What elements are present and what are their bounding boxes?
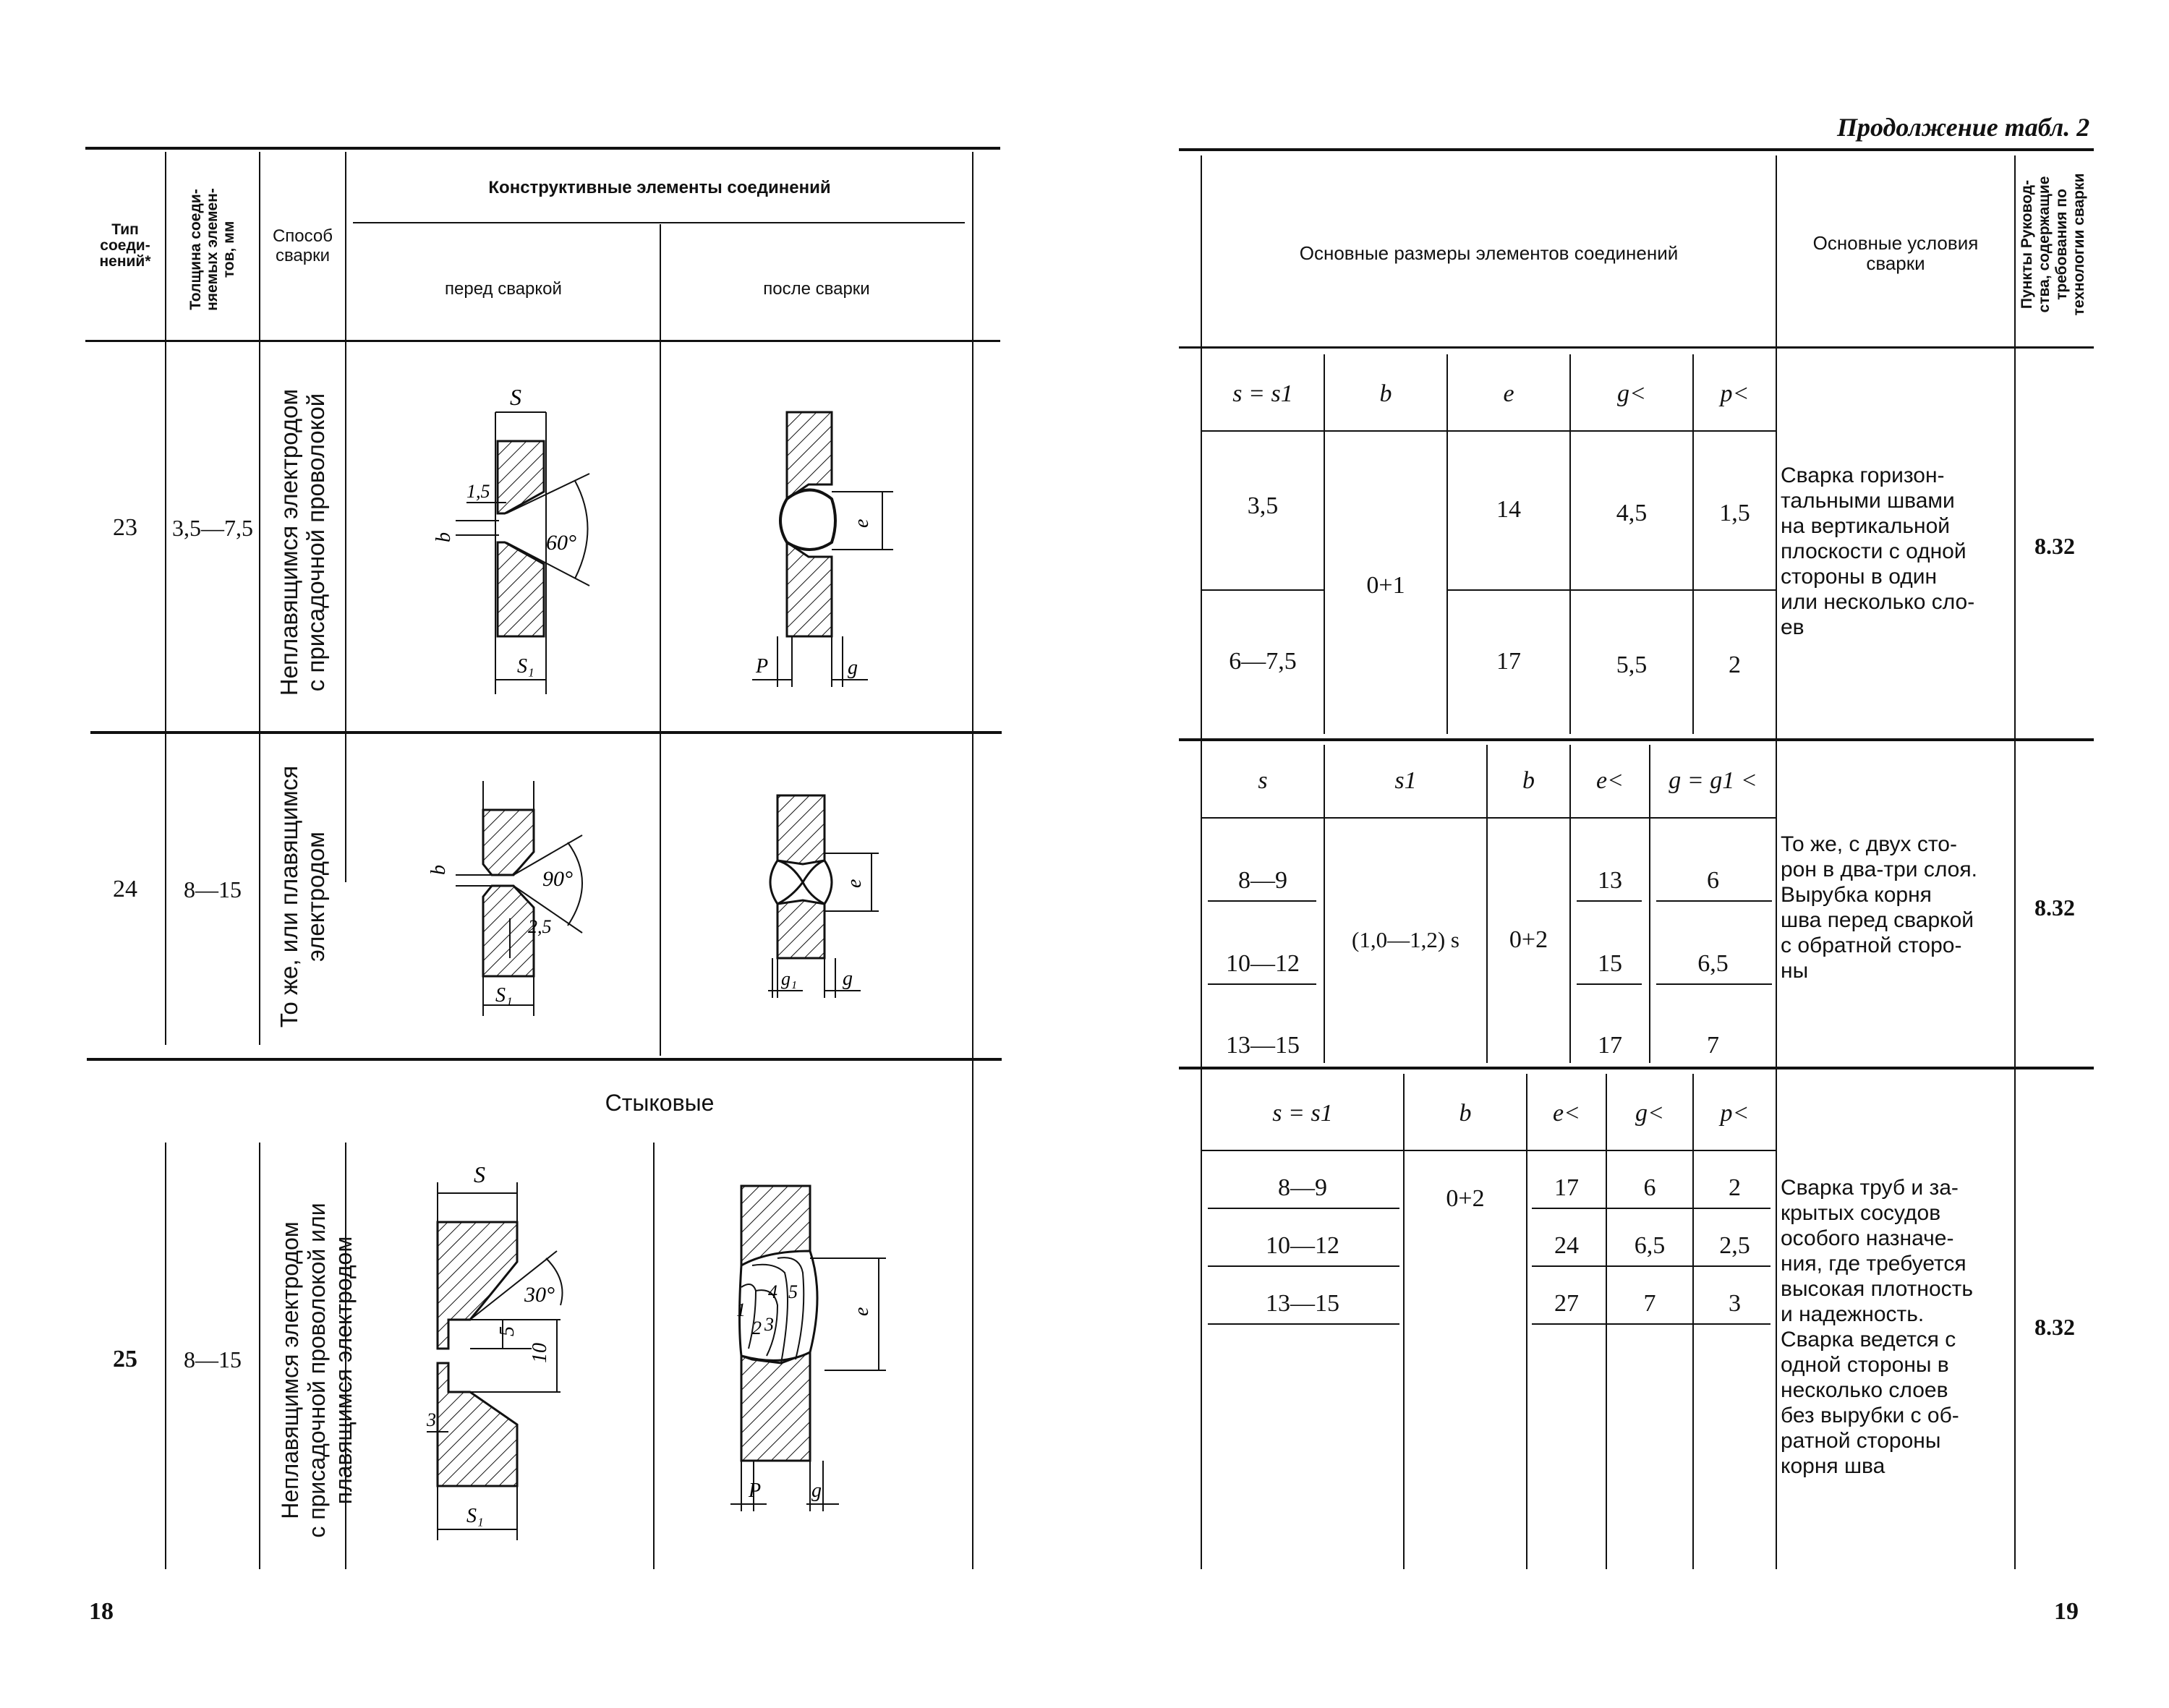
svg-text:1: 1 [736, 1299, 746, 1320]
svg-text:P: P [749, 1479, 762, 1502]
rowA-r2-e: 17 [1496, 648, 1521, 675]
svg-text:g₁: g₁ [781, 968, 798, 989]
rowB-r1-line-e [1577, 900, 1642, 902]
rowB-h-g: g = g1 < [1669, 767, 1757, 794]
rowA-r1-s: 3,5 [1247, 492, 1279, 519]
svg-text:e: e [851, 518, 873, 528]
rowB-r2-line-g [1656, 983, 1772, 985]
left-col-line-4 [660, 224, 661, 1056]
svg-text:e: e [851, 1307, 873, 1316]
rowC-r1-g: 6 [1643, 1174, 1656, 1201]
rowC-r3-g: 7 [1643, 1290, 1656, 1317]
rowB-r1-line [1208, 900, 1316, 902]
type-25: 25 [113, 1346, 137, 1372]
rowC-r2-line [1208, 1265, 1399, 1267]
left-row-rule-1 [90, 731, 1002, 734]
drawing-25-after [723, 1179, 940, 1526]
drawing-23-after [723, 390, 940, 709]
rowB-conditions: То же, с двух сто- рон в два-три слоя. Вырубка корня шва перед сваркой с обратной сторо- ны [1781, 832, 1977, 983]
rowB-r1-s: 8—9 [1238, 866, 1287, 894]
header-conditions: Основные условия сварки [1812, 232, 1979, 274]
type-23: 23 [113, 514, 137, 541]
rowC-r2-line-r [1532, 1265, 1770, 1267]
header-elements: Конструктивные элементы соединений [488, 178, 831, 197]
elements-subheader-rule [353, 222, 965, 223]
rowB-s1: (1,0—1,2) s [1352, 927, 1460, 952]
rowC-r1-line-r [1532, 1208, 1770, 1209]
rowA-b: 0+1 [1366, 572, 1405, 599]
rowB-r2-e: 15 [1598, 949, 1622, 977]
svg-text:g: g [811, 1479, 822, 1502]
rowB-r2-s: 10—12 [1226, 949, 1300, 977]
continuation-label: Продолжение табл. 2 [1837, 113, 2090, 142]
rowC-r3-e: 27 [1554, 1290, 1579, 1317]
header-after: после сварки [763, 279, 870, 299]
rowA-h-b: b [1379, 380, 1392, 407]
svg-text:S₁: S₁ [495, 984, 513, 1007]
rowC-point: 8.32 [2034, 1313, 2075, 1340]
rowA-r1-e: 14 [1496, 496, 1521, 523]
rowC-r1-line [1208, 1208, 1399, 1209]
drawing-24-after [723, 781, 940, 1020]
rowC-r1-p: 2 [1729, 1174, 1741, 1201]
rowB-r2-line [1208, 983, 1316, 985]
thickness-25: 8—15 [184, 1346, 242, 1372]
left-col-line-2 [259, 152, 260, 1045]
header-before: перед сваркой [445, 279, 562, 299]
svg-text:P: P [756, 655, 769, 678]
left-col-line-5 [972, 152, 973, 1569]
svg-text:30°: 30° [524, 1283, 555, 1307]
rowC-v1 [1403, 1074, 1405, 1569]
svg-text:b: b [432, 532, 455, 542]
rowC-b: 0+2 [1446, 1185, 1485, 1212]
rowA-r2-s: 6—7,5 [1229, 648, 1297, 675]
rowA-r1-g: 4,5 [1616, 500, 1648, 526]
svg-text:S: S [510, 384, 521, 410]
rowC-h-b: b [1459, 1100, 1472, 1127]
svg-text:3: 3 [427, 1409, 436, 1430]
rowA-conditions: Сварка горизон- тальными швами на вертикальной плоскости с одной стороны в один или несколько сло- ев [1781, 464, 1975, 639]
rowB-h-s1: s1 [1394, 767, 1417, 794]
thickness-24: 8—15 [184, 876, 242, 902]
rowC-r3-s: 13—15 [1266, 1290, 1339, 1317]
rowC-h-s: s = s1 [1272, 1100, 1333, 1127]
right-row-rule-2 [1179, 1067, 2094, 1069]
rowB-sub-header [1202, 817, 1776, 819]
rowC-sub-header [1202, 1150, 1776, 1151]
rowC-h-g: g< [1635, 1100, 1664, 1127]
svg-text:10: 10 [529, 1343, 551, 1363]
rowA-h-p: p< [1720, 380, 1750, 407]
svg-text:4: 4 [768, 1281, 777, 1302]
left-row-rule-2 [87, 1058, 1002, 1061]
right-page-number: 19 [2054, 1598, 2079, 1625]
svg-text:90°: 90° [542, 867, 573, 891]
header-type: Тип соеди- нений* [99, 221, 151, 270]
svg-text:5: 5 [496, 1326, 519, 1336]
method-25: Неплавящимся электродом с присадочной проволокой или плавящимся электродом [276, 1203, 357, 1538]
rowB-r1-e: 13 [1598, 866, 1622, 894]
rowC-r1-e: 17 [1554, 1174, 1579, 1201]
rowB-h-e: e< [1595, 767, 1624, 794]
rowB-r3-s: 13—15 [1226, 1031, 1300, 1059]
svg-text:e: e [843, 879, 866, 888]
rowB-r3-e: 17 [1598, 1031, 1622, 1059]
header-thickness: Толщина соеди- няемых элемен- тов, мм [187, 188, 237, 311]
left-header-rule [85, 340, 1000, 342]
left-col-line-2b [259, 1143, 260, 1569]
method-24: То же, или плавящимся электродом [276, 765, 329, 1028]
rowB-r3-g: 7 [1707, 1031, 1719, 1059]
svg-text:S₁: S₁ [517, 655, 534, 678]
right-top-rule [1179, 148, 2094, 151]
right-col-line-points [2014, 155, 2016, 1569]
rowC-h-p: p< [1720, 1100, 1750, 1127]
rowC-r3-line-r [1532, 1323, 1770, 1325]
left-top-rule [85, 147, 1000, 150]
left-col-line-3 [345, 152, 346, 882]
svg-text:2: 2 [752, 1318, 762, 1338]
rowC-h-e: e< [1552, 1100, 1581, 1127]
left-page-number: 18 [89, 1598, 114, 1625]
drawing-24-before [405, 767, 636, 1034]
rowA-r2-p: 2 [1729, 652, 1741, 678]
rowC-r3-p: 3 [1729, 1290, 1741, 1317]
rowB-r1-line-g [1656, 900, 1772, 902]
svg-text:5: 5 [788, 1281, 798, 1302]
rowA-mid-2 [1448, 589, 1776, 591]
svg-text:1,5: 1,5 [466, 481, 490, 502]
rowC-conditions: Сварка труб и за- крытых сосудов особого назначе- ния, где требуется высокая плотность и надежность. Сварка ведется с одной стороны в несколько слоев без вырубки с об- ратной стороны корня шва [1781, 1176, 1974, 1478]
rowB-r2-line-e [1577, 983, 1642, 985]
rowB-h-b: b [1522, 767, 1535, 794]
header-method: Способ сварки [272, 226, 333, 265]
rowA-h-s: s = s1 [1232, 380, 1293, 407]
svg-text:g: g [848, 657, 858, 679]
rowA-r1-p: 1,5 [1719, 500, 1750, 526]
rowB-b: 0+2 [1509, 926, 1548, 953]
svg-text:S: S [474, 1161, 485, 1187]
rowA-r2-g: 5,5 [1616, 652, 1648, 678]
svg-text:g: g [843, 968, 853, 990]
rowA-mid-1 [1202, 589, 1324, 591]
rowB-h-s: s [1258, 767, 1268, 794]
right-col-line-cond [1776, 155, 1777, 1569]
rowC-r3-line [1208, 1323, 1399, 1325]
drawing-23-before [405, 376, 636, 716]
rowB-point: 8.32 [2034, 894, 2075, 921]
rowC-r2-s: 10—12 [1266, 1232, 1339, 1259]
svg-text:S₁: S₁ [466, 1505, 484, 1527]
rowA-h-g: g< [1617, 380, 1646, 407]
thickness-23: 3,5—7,5 [172, 514, 253, 541]
rowA-sub-header [1202, 430, 1776, 432]
rowC-r1-s: 8—9 [1278, 1174, 1327, 1201]
method-23: Неплавящимся электродом с присадочной проволокой [276, 388, 329, 696]
right-header-rule [1179, 346, 2094, 349]
section-label: Стыковые [605, 1089, 715, 1116]
rowA-h-e: e [1503, 380, 1514, 407]
rowA-point: 8.32 [2034, 532, 2075, 559]
right-row-rule-1 [1179, 738, 2094, 741]
rowC-r2-e: 24 [1554, 1232, 1579, 1259]
rowC-r2-g: 6,5 [1634, 1232, 1666, 1259]
rowC-r2-p: 2,5 [1719, 1232, 1750, 1259]
svg-text:60°: 60° [546, 531, 576, 555]
drawing-25-before [405, 1150, 636, 1555]
svg-text:2,5: 2,5 [528, 916, 552, 937]
header-dims: Основные размеры элементов соединений [1299, 242, 1679, 264]
header-points: Пункты Руковод- ства, содержащие требования по технологии сварки [2019, 173, 2087, 316]
rowB-r2-g: 6,5 [1697, 949, 1729, 977]
type-24: 24 [113, 876, 137, 902]
left-col-line-4b [653, 1143, 655, 1569]
svg-text:b: b [427, 865, 450, 875]
svg-text:3: 3 [764, 1314, 774, 1335]
rowB-r1-g: 6 [1707, 866, 1719, 894]
